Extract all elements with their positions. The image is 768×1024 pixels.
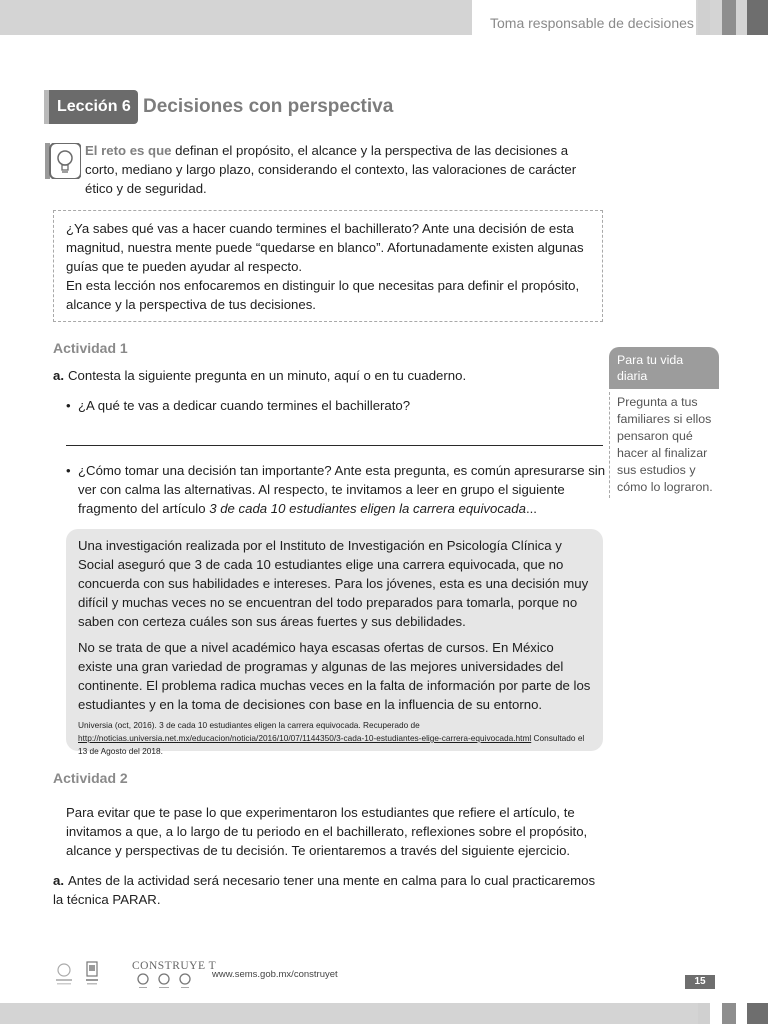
bullet-text: ¿Cómo tomar una decisión tan importante? Ante esta pregunta, es común apresurarse sin ver con calma las alternativas. Al respecto, te invitamos a leer en grupo el siguiente fragmento del artículo xyxy=(78,463,606,516)
quote-paragraph: Una investigación realizada por el Instituto de Investigación en Psicología Clínica y Social aseguró que 3 de cada 10 estudiantes elige una carrera equivocada, que no concuerda con sus habilidades e intereses. Para los jóvenes, esta es una decisión muy difícil y muchas veces no se encuentran del todo preparados para tomarla, porque no saben con certeza cuáles son sus áreas fuertes y sus debilidades. xyxy=(78,538,589,629)
citation-text-end: Consultado el 13 de Agosto del 2018. xyxy=(78,733,585,756)
article-quote-box xyxy=(66,529,603,756)
intro-box xyxy=(53,210,603,322)
header-decor-bar xyxy=(747,0,768,35)
bullet-dot: • xyxy=(66,463,71,478)
sidebar-heading: Para tu vida diaria xyxy=(609,347,719,389)
item-text: Contesta la siguiente pregunta en un minuto, aquí o en tu cuaderno. xyxy=(68,368,467,383)
header-title: Toma responsable de decisiones xyxy=(490,15,694,31)
intro-paragraph: En esta lección nos enfocaremos en distinguir lo que necesitas para definir el propósito, alcance y la perspectiva de tus decisiones. xyxy=(66,278,580,312)
activity-1-item-a xyxy=(53,366,603,385)
seal-icon xyxy=(58,964,70,976)
bottom-band xyxy=(0,1003,768,1024)
footer-url[interactable]: www.sems.gob.mx/construyet xyxy=(212,969,338,980)
challenge-text xyxy=(85,141,603,198)
brand-icons xyxy=(136,972,198,995)
item-label: a. xyxy=(53,873,64,888)
item-label: a. xyxy=(53,368,64,383)
bottom-gap xyxy=(710,1003,722,1024)
header-decor-bar xyxy=(698,0,710,35)
article-title: 3 de cada 10 estudiantes eligen la carrera equivocada xyxy=(209,501,526,516)
bullet-question-1 xyxy=(66,396,606,415)
citation xyxy=(78,719,591,758)
citation-text: Universia (oct, 2016). 3 de cada 10 estudiantes eligen la carrera equivocada. Recuperado de xyxy=(78,720,420,730)
activity-1-heading: Actividad 1 xyxy=(53,340,128,356)
answer-line[interactable] xyxy=(66,445,603,446)
challenge-lead: El reto es que xyxy=(85,143,172,158)
page-number: 15 xyxy=(685,975,715,989)
footer-logos xyxy=(48,960,118,997)
bullet-text-end: ... xyxy=(525,501,537,516)
lesson-tag: Lección 6 xyxy=(44,90,138,124)
header-decor-bar xyxy=(722,0,736,35)
bottom-decor-bar xyxy=(698,1003,710,1024)
bottom-gap xyxy=(736,1003,747,1024)
activity-2-heading: Actividad 2 xyxy=(53,770,128,786)
lightbulb-icon xyxy=(45,143,81,179)
intro-paragraph: ¿Ya sabes qué vas a hacer cuando termines el bachillerato? Ante una decisión de esta magnitud, nuestra mente puede “quedarse en blanco”. Afortunadamente existen algunas guías que te pueden ayudar al respecto. xyxy=(66,221,584,274)
activity-2-item-a xyxy=(53,871,603,909)
sidebar-text: Pregunta a tus familiares si ellos pensaron qué hacer al finalizar sus estudios y cómo lo lograron. xyxy=(609,392,721,498)
bottom-decor-bar xyxy=(722,1003,736,1024)
bullet-dot: • xyxy=(66,398,71,413)
lesson-title: Decisiones con perspectiva xyxy=(143,96,394,117)
challenge-body: definan el propósito, el alcance y la perspectiva de las decisiones a corto, mediano y largo plazo, considerando el contexto, las valoraciones de carácter ético y de seguridad. xyxy=(85,143,577,196)
bottom-decor-bar xyxy=(747,1003,768,1024)
bullet-text: ¿A qué te vas a dedicar cuando termines el bachillerato? xyxy=(78,398,411,413)
brand-logo: CONSTRUYE T xyxy=(132,960,217,972)
bullet-question-2 xyxy=(66,461,606,518)
activity-2-paragraph: Para evitar que te pase lo que experimentaron los estudiantes que refiere el artículo, te invitamos a que, a lo largo de tu periodo en el bachillerato, reflexiones sobre el propósito, alcance y perspectivas de tu decisión. Te orientaremos a través del siguiente ejercicio. xyxy=(66,805,588,858)
citation-link[interactable]: http://noticias.universia.net.mx/educacion/noticia/2016/10/07/1144350/3-cada-10-estudiantes-elige-carrera-equivocada.html xyxy=(78,733,532,743)
quote-paragraph: No se trata de que a nivel académico haya escasas ofertas de cursos. En México existe una gran variedad de programas y algunas de las mejores universidades del continente. El problema radica muchas veces en la falta de información por parte de los estudiantes y en la toma de decisiones con base en la influencia de su entorno. xyxy=(78,640,591,712)
item-text: Antes de la actividad será necesario tener una mente en calma para lo cual practicaremos la técnica PARAR. xyxy=(53,873,596,907)
